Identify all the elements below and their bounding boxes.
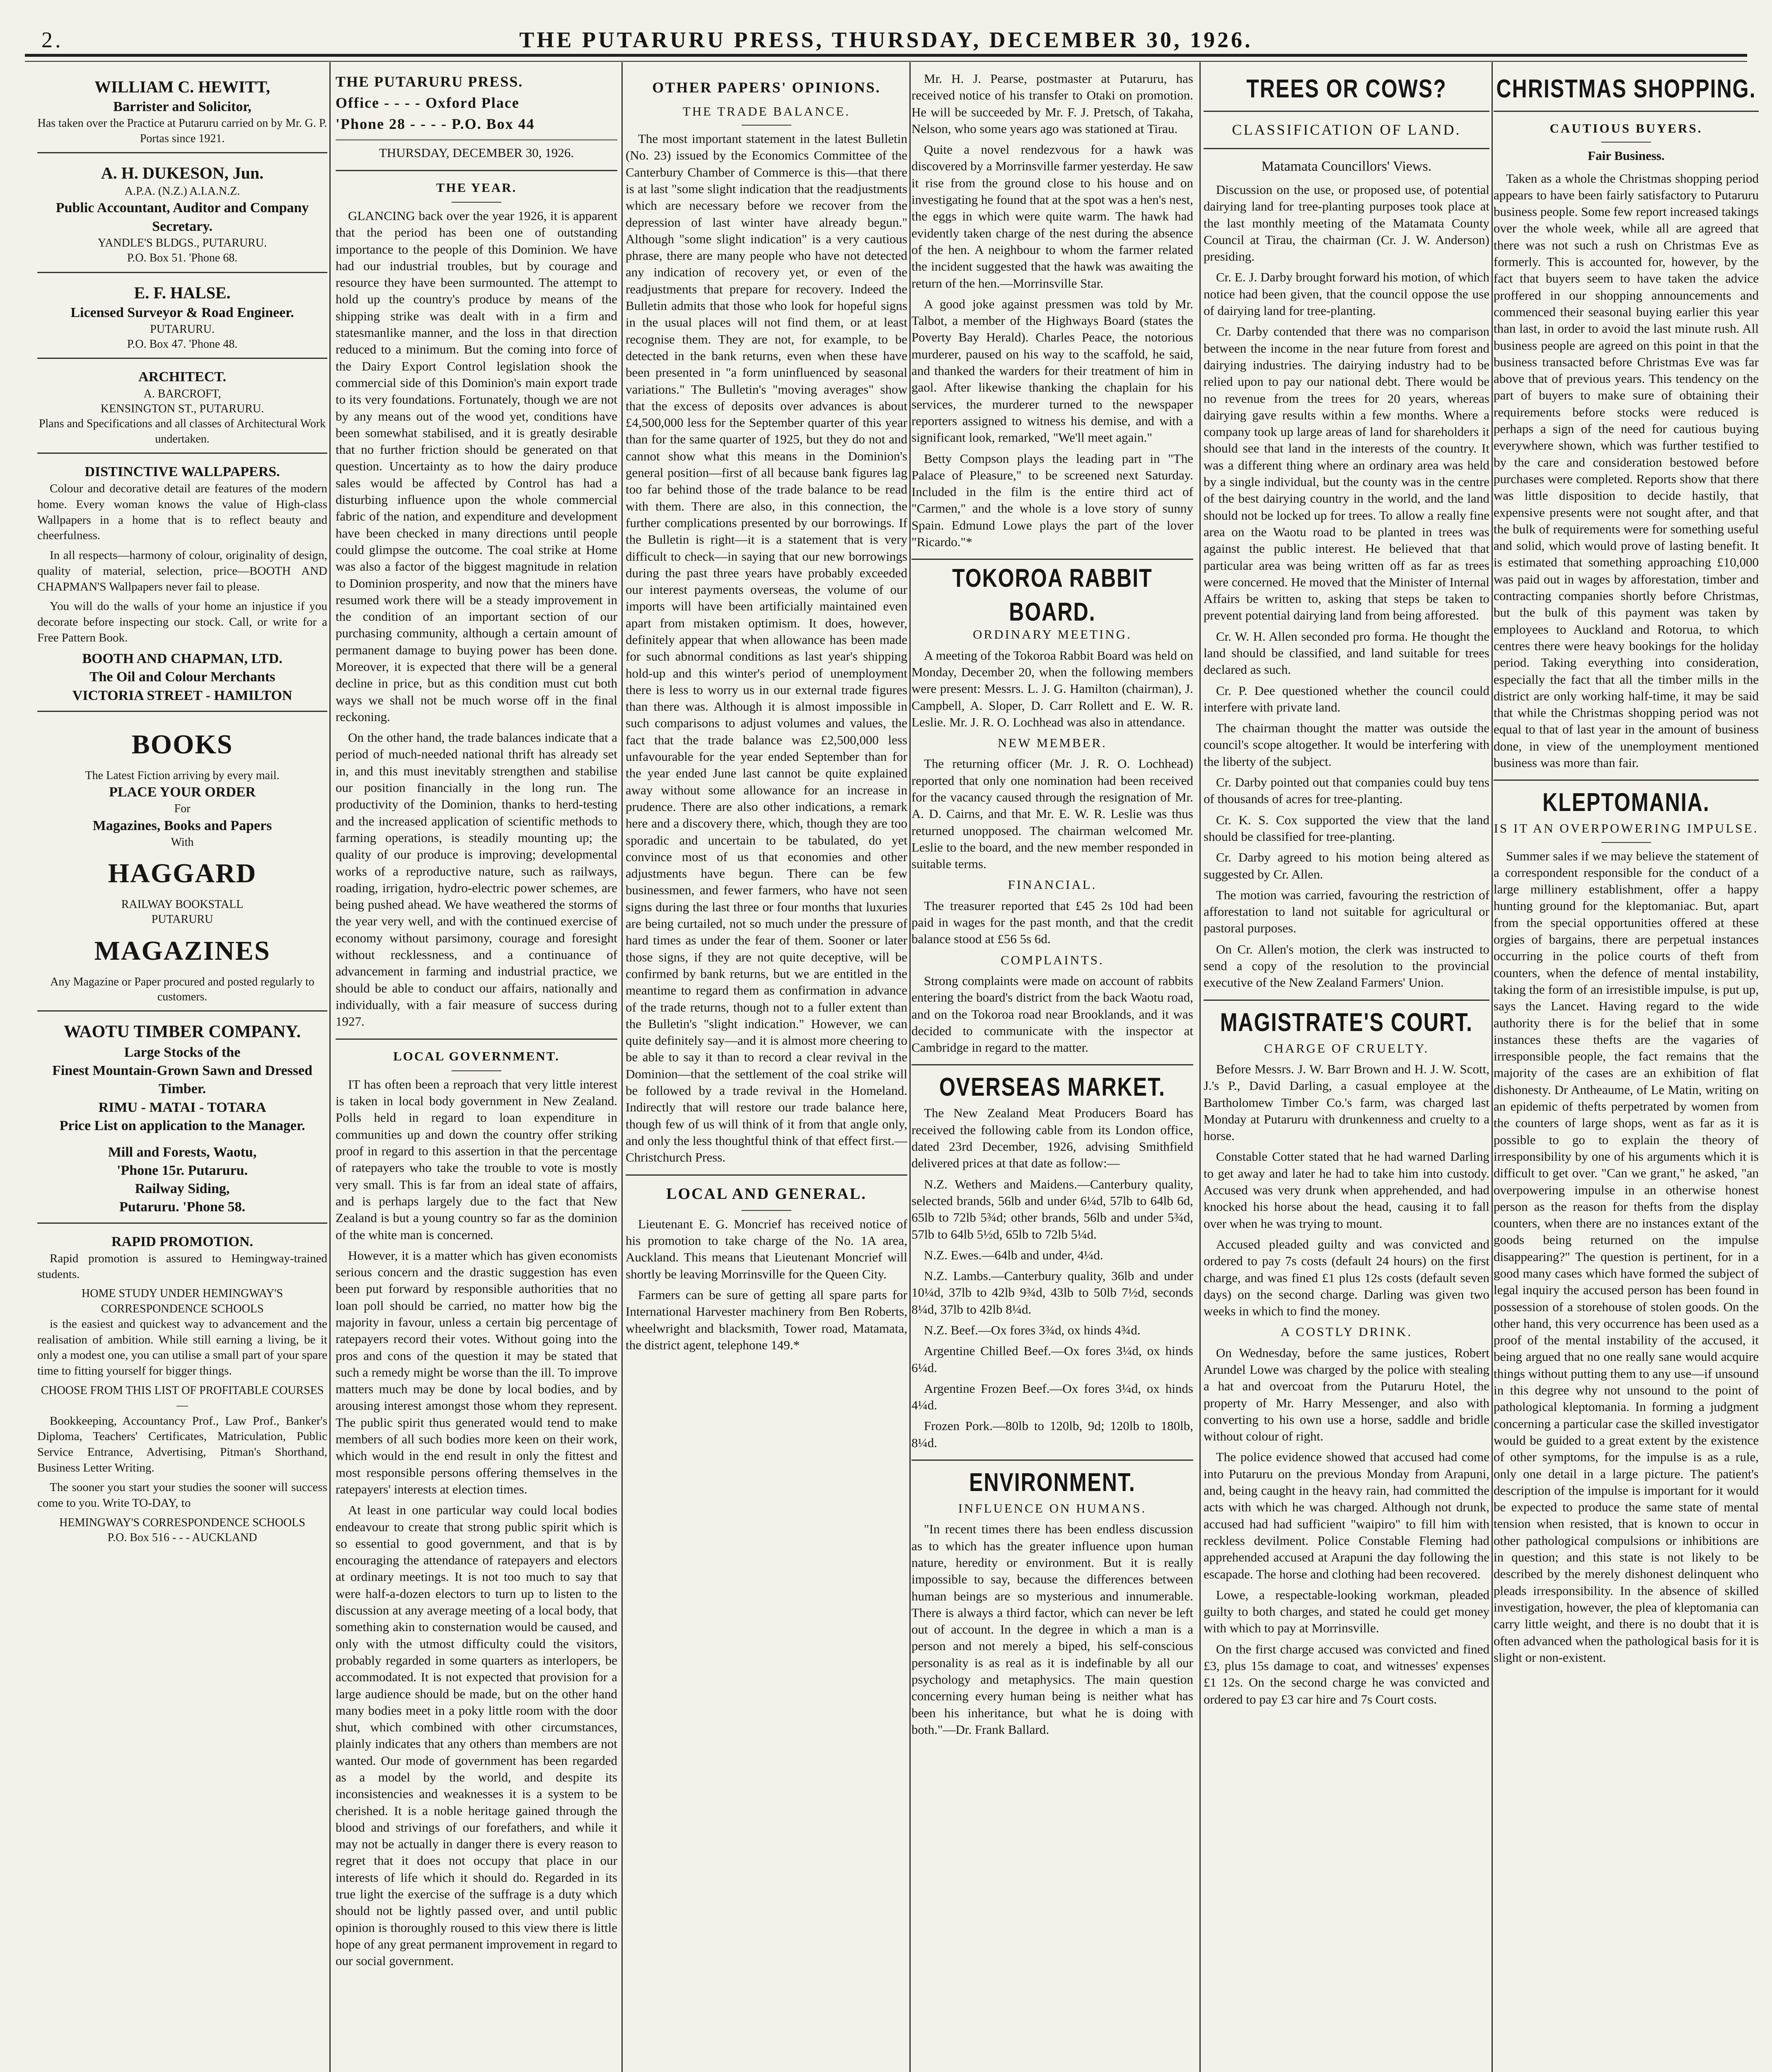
divider xyxy=(626,1174,907,1176)
article-paragraph: The motion was carried, favouring the restriction of afforestation to land not suitable for agricultural or pastoral purposes. xyxy=(1204,887,1489,936)
ad-paragraph: The sooner you start your studies the sooner will success come to you. Write TO-DAY, to xyxy=(37,1481,327,1510)
article-paragraph: Cr. W. H. Allen seconded pro forma. He thought the land should be classified, and land suitable for trees declared as such. xyxy=(1204,629,1489,677)
ad-firm-address: VICTORIA STREET - HAMILTON xyxy=(72,687,293,703)
ad-title: Licensed Surveyor & Road Engineer. xyxy=(70,305,294,320)
ad-books xyxy=(37,715,327,1012)
article-paragraph: Discussion on the use, or proposed use, of potential dairying land for tree-planting purposes took place at the last monthly meeting of the Matamata County Council at Tirau, the chairman (Cr. J. W. Anderson) presiding. xyxy=(1204,182,1489,264)
article-paragraph: N.Z. Ewes.—64lb and under, 4¼d. xyxy=(924,1247,1103,1262)
article-paragraph: The New Zealand Meat Producers Board has received the following cable from its London office, dated 23rd December, 1926, advising Smithfield delivered prices at that date as follow:— xyxy=(911,1106,1193,1171)
divider xyxy=(742,125,791,126)
divider xyxy=(742,1210,791,1211)
divider xyxy=(452,202,501,203)
ad-line: PLACE YOUR ORDER xyxy=(109,784,256,800)
ad-line: 'Phone 15r. Putaruru. xyxy=(116,1163,248,1179)
article-paragraph: Argentine Chilled Beef.—Ox fores 3¼d, ox hinds 6¼d. xyxy=(911,1343,1193,1375)
column-divider xyxy=(909,62,911,2072)
ad-line: Railway Siding, xyxy=(135,1181,230,1197)
paper-info-box xyxy=(336,72,617,140)
paper-name: THE PUTARURU PRESS. xyxy=(336,73,523,90)
dateline: THURSDAY, DECEMBER 30, 1926. xyxy=(379,145,574,160)
divider xyxy=(911,1064,1193,1065)
article-paragraph: GLANCING back over the year 1926, it is apparent that the period has been one of outstanding importance to the people of this Dominion. We have had our industrial troubles, but by courage and resource they have been surmounted. The attempt to hold up the country's produce by means of the shipping strike was dealt with in a firm and statesmanlike manner, and the loss in that direction reduced to a minimum. But the coming into force of the Dairy Export Control legislation shook the commercial side of this Dominion's main export trade to its very foundations. Fortunately, though we are not by any means out of the wood yet, conditions have been somewhat stabilised, and it is greatly desirable that no further friction should be generated on that question. Uncertainty as to how the dairy produce sales would be affected by Control has had a disturbing influence upon the whole commercial fabric of the nation, and expenditure and development have been checked in many directions until people could glimpse the outcome. The coal strike at Home was also a factor of the biggest magnitude in relation to Dominion prosperity, and now that the miners have resumed work there will be a steady improvement in the condition of an important section of our purchasing community, although a certain amount of permanent damage to buying power has been done. Moreover, it is expected that there will be a general decline in price, but as this condition must cut both ways we shall not be much worse off in the final reckoning. xyxy=(336,208,617,724)
ad-line: The Latest Fiction arriving by every mail. xyxy=(85,769,280,782)
article-heading: ENVIRONMENT. xyxy=(969,1467,1136,1497)
ad-paragraph: You will do the walls of your home an injustice if you decorate before inspecting our stock. Call, or write for a Free Pattern Book. xyxy=(37,600,327,644)
ad-waotu xyxy=(37,1015,327,1223)
ad-address: KENSINGTON ST., PUTARURU. xyxy=(100,402,264,416)
ad-line: P.O. Box 516 - - - AUCKLAND xyxy=(107,1531,257,1544)
divider xyxy=(1204,111,1489,112)
article-paragraph: Argentine Frozen Beef.—Ox fores 3¼d, ox hinds 4¼d. xyxy=(911,1381,1193,1413)
article-paragraph: N.Z. Lambs.—Canterbury quality, 36lb and under 10¼d, 37lb to 42lb 9¾d, 43lb to 50lb 7½d, seconds 8¼d, 37lb to 42lb 8¼d. xyxy=(911,1268,1193,1317)
ad-dukeson xyxy=(37,157,327,273)
column-divider xyxy=(621,62,623,2072)
ad-name: A. BARCROFT, xyxy=(143,387,221,400)
article-heading: MAGISTRATE'S COURT. xyxy=(1220,1007,1473,1037)
article-subheading: A COSTLY DRINK. xyxy=(1280,1324,1413,1339)
ad-town: PUTARURU. xyxy=(150,322,215,336)
article-paragraph: Cr. Darby pointed out that companies could buy tens of thousands of acres for tree-planting. xyxy=(1204,775,1489,806)
ad-address: YANDLE'S BLDGS., PUTARURU. xyxy=(97,236,267,249)
article-paragraph: Accused pleaded guilty and was convicted and ordered to pay 7s costs (default 24 hours) on the first charge, and was fined £1 plus 12s costs (default seven days) on the second charge. Darling was given two weeks in which to find the money. xyxy=(1204,1237,1489,1319)
ad-line: With xyxy=(171,835,194,849)
ad-line: HOME STUDY UNDER HEMINGWAY'S CORRESPONDENCE SCHOOLS xyxy=(82,1287,283,1315)
article-subheading: THE TRADE BALANCE. xyxy=(682,104,851,119)
page-title: THE PUTARURU PRESS, THURSDAY, DECEMBER 30, 1926. xyxy=(519,27,1253,52)
ad-heading: RAPID PROMOTION. xyxy=(111,1234,253,1249)
article-subheading: Fair Business. xyxy=(1588,148,1665,163)
divider xyxy=(1494,111,1759,112)
article-subheading: COMPLAINTS. xyxy=(1001,952,1104,967)
ad-name: E. F. HALSE. xyxy=(134,283,231,302)
ad-name: WILLIAM C. HEWITT, xyxy=(94,77,270,96)
ad-haggard: HAGGARD xyxy=(108,858,257,889)
ad-firm-desc: The Oil and Colour Merchants xyxy=(89,669,276,685)
article-paragraph: Betty Compson plays the leading part in "The Palace of Pleasure," to be screened next Saturday. Included in the film is the entire third act of "Carmen," and the whole is a love story of sunny Spain. Edmund Lowe plays the part of the lover "Ricardo."* xyxy=(911,451,1193,549)
article-subheading: CHARGE OF CRUELTY. xyxy=(1264,1041,1429,1055)
article-paragraph: Cr. P. Dee questioned whether the council could interfere with private land. xyxy=(1204,683,1489,714)
article-paragraph: On Wednesday, before the same justices, Robert Arundel Lowe was charged by the police with stealing a hat and overcoat from the Putaruru Hotel, the property of Mr. Harry Messenger, and also with converting to his own use a horse, saddle and bridle without colour of right. xyxy=(1204,1345,1489,1444)
ad-title: Barrister and Solicitor, xyxy=(113,99,251,114)
article-subheading: CLASSIFICATION OF LAND. xyxy=(1232,121,1461,138)
ad-paragraph: Colour and decorative detail are features of the modern home. Every woman knows the value of High-class Wallpapers in a home that is to reflect beauty and cheerfulness. xyxy=(37,482,327,542)
ad-firm: BOOTH AND CHAPMAN, LTD. xyxy=(82,651,283,667)
ad-heading: ARCHITECT. xyxy=(138,369,226,385)
article-paragraph: A good joke against pressmen was told by Mr. Talbot, a member of the Highways Board (states the Poverty Bay Herald). Charles Peace, the notorious murderer, paused on his way to the scaffold, he said, and thanked the warders for their treatment of him in gaol. After likewise thanking the chaplain for his services, the murderer turned to the newspaper reporters assigned to witness his demise, and with a significant look, remarked, "We'll meet again." xyxy=(911,296,1193,445)
article-subheading: IS IT AN OVERPOWERING IMPULSE. xyxy=(1494,821,1759,836)
masthead xyxy=(25,23,1747,52)
article-paragraph: The treasurer reported that £45 2s 10d had been paid in wages for the past month, and that the credit balance stood at £56 5s 6d. xyxy=(911,898,1193,946)
ad-line: RIMU - MATAI - TOTARA xyxy=(98,1099,266,1115)
article-heading: TOKOROA RABBIT BOARD. xyxy=(952,564,1153,627)
column-news xyxy=(911,70,1193,2072)
ad-line: Any Magazine or Paper procured and posted regularly to customers. xyxy=(50,975,314,1003)
column-features xyxy=(1494,70,1759,2072)
ad-line: Finest Mountain-Grown Sawn and Dressed Timber. xyxy=(52,1063,312,1097)
divider xyxy=(336,170,617,171)
article-heading: THE YEAR. xyxy=(436,180,517,195)
article-paragraph: Cr. Darby contended that there was no comparison between the income in the near future from forest and dairying industries. The dairying industry had to be relied upon to pay our national debt. There would be no revenue from the trees for 20 years, whereas dairying gave results within a few months. Where a company took up large areas of land for shareholders it should see that land in the interests of the country. It was a different thing where an ordinary area was held by a single individual, but the county was in the centre of the best dairying country in the world, and the land should not be locked up for trees. To allow a really fine area on the Waotu road to be planted in trees was against the public interest. He believed that that particular area was being written off as far as trees were concerned. He moved that the Minister of Internal Affairs be written to, asking that steps be taken to prevent potential dairying land from being afforested. xyxy=(1204,324,1489,623)
article-paragraph: At least in one particular way could local bodies endeavour to create that strong public spirit which is so essential to good government, and that is by encouraging the attendance of ratepayers and electors at ordinary meetings. It is not too much to say that were half-a-dozen electors to turn up to listen to the discussion at any average meeting of a local body, that something akin to consternation would be caused, and only with the utmost difficulty could the visitors, probably regarded in some quarters as interlopers, be accommodated. It is not expected that provision for a large audience should be made, but on the other hand many bodies meet in a poky little room with the door shut, which combined with other circumstances, plainly indicates that any others than members are not wanted. Our mode of government has been regarded as a model by the world, and despite its inconsistencies and weaknesses it is a system to be cherished. It is a noble heritage gained through the blood and strivings of our forefathers, and while it may not be actually in danger there is every reason to regret that it does not occupy that place in our interests of life which it should do. Regarded in its true light the exercise of the suffrage is a duty which should not be lightly passed over, and until public opinion is thoroughly roused to this view there is little hope of any great permanent improvement in regard to our social government. xyxy=(336,1503,617,1968)
article-subheading: ORDINARY MEETING. xyxy=(973,627,1132,642)
divider xyxy=(1601,142,1651,143)
article-heading: TREES OR COWS? xyxy=(1246,74,1447,103)
divider xyxy=(911,559,1193,560)
ad-line: For xyxy=(174,802,191,816)
article-paragraph: On the other hand, the trade balances indicate that a period of much-needed national thrift has already set in, and this must inevitably strengthen and stabilise our position financially in the long run. The productivity of the Dominion, thanks to herd-testing and the increased application of scientific methods to farming operations, is steadily mounting up; the quality of our produce is improving; developmental works of a reproductive nature, such as railways, roading, irrigation, hydro-electric power schemes, are being pushed ahead. We have weathered the storms of the year very well, and with the continued exercise of economy without parsimony, courage and foresight without recklessness, and a continuance of advancement in farming and industrial practice, we should be able to conduct our affairs, nationally and individually, with a fair measure of success during 1927. xyxy=(336,730,617,1029)
ad-halse xyxy=(37,276,327,359)
ad-paragraph: Bookkeeping, Accountancy Prof., Law Prof., Banker's Diploma, Teachers' Certificates, Matriculation, Public Service Entrance, Advertising, Pitman's Shorthand, Business Letter Writing. xyxy=(37,1414,327,1474)
divider xyxy=(1494,779,1759,781)
article-paragraph: Frozen Pork.—80lb to 120lb, 9d; 120lb to 180lb, 8¼d. xyxy=(911,1418,1193,1450)
article-heading: KLEPTOMANIA. xyxy=(1542,788,1710,817)
article-heading: LOCAL GOVERNMENT. xyxy=(393,1048,560,1063)
article-paragraph: N.Z. Wethers and Maidens.—Canterbury quality, selected brands, 56lb and under 6¼d, 57lb to 64lb 6d, 65lb to 72lb 5¾d; other brands, 56lb and under 5¾d, 57lb to 64lb 5½d, 65lb to 72lb 5¼d. xyxy=(911,1176,1193,1242)
divider xyxy=(1204,1000,1489,1001)
article-paragraph: On Cr. Allen's motion, the clerk was instructed to send a copy of the resolution to the provincial executive of the New Zealand Farmers' Union. xyxy=(1204,942,1489,990)
ad-line: Mill and Forests, Waotu, xyxy=(108,1144,257,1160)
ad-line: Magazines, Books and Papers xyxy=(92,818,272,833)
ad-architect xyxy=(37,362,327,454)
ad-quals: A.P.A. (N.Z.) A.I.A.N.Z. xyxy=(124,184,240,198)
ad-title: Public Accountant, Auditor and Company Secretary. xyxy=(56,200,309,234)
ad-heading: WAOTU TIMBER COMPANY. xyxy=(63,1022,301,1042)
article-paragraph: Taken as a whole the Christmas shopping period appears to have been fairly satisfactory to Putaruru business people. Some few report increased takings over the whole week, while all are agreed that there was not such a rush on Christmas Eve as formerly. This is accounted for, however, by the fact that buyers seem to have taken the advice proffered in our shopping announcements and commenced their seasonal buying earlier this year than last, in order to avoid the last minute rush. All business people are agreed on this point in that the business transacted before Christmas Eve was far above that of previous years. This tendency on the part of buyers to make sure of obtaining their requirements before stocks were reduced is perhaps a sign of the need for cautious buying everywhere shown, which was further testified to by the care and consideration bestowed before purchases were completed. Reports show that there was little disposition to decide hastily, that expensive presents were not sought after, and that the bulk of requirements were for something useful and solid, which would prove of lasting benefit. It is estimated that something approaching £10,000 was paid out in wages by afforestation, timber and contracting companies shortly before Christmas, but the bulk of this payment was taken by employees to Auckland and Rotorua, to which centres there were heavy bookings for the holiday period. Taking everything into consideration, especially the fact that all the timber mills in the district are only working half-time, it may be said that while the Christmas shopping period was not equal to that of last year in the amount of business done, in view of the unemployment mentioned business was more than fair. xyxy=(1494,171,1759,770)
article-subheading: NEW MEMBER. xyxy=(998,736,1107,750)
ad-paragraph: Rapid promotion is assured to Hemingway-trained students. xyxy=(37,1251,327,1281)
column-editorial xyxy=(336,70,617,2072)
column-advertisements xyxy=(37,70,327,2072)
divider xyxy=(911,1460,1193,1461)
ad-line: Putaruru. 'Phone 58. xyxy=(119,1199,246,1215)
masthead-rule xyxy=(25,54,1747,62)
divider xyxy=(452,1070,501,1071)
ad-heading: DISTINCTIVE WALLPAPERS. xyxy=(85,464,280,480)
article-paragraph: Quite a novel rendezvous for a hawk was discovered by a Morrinsville farmer yesterday. He saw it rise from the ground close to his house and on investigating he found that at the spot was a hen's nest, the eggs in which were quite warm. The hawk had evidently taken charge of the nest during the absence of the hen. A neighbour to whom the farmer related the incident suggested that the hawk was awaiting the return of the hen.—Morrinsville Star. xyxy=(911,142,1193,290)
ad-promotion xyxy=(37,1227,327,1552)
column-divider xyxy=(329,62,331,2072)
ad-paragraph: is the easiest and quickest way to advancement and the realisation of ambition. While still earning a living, be it only a modest one, you can utilise a small part of your spare time to fitting yourself for bigger things. xyxy=(37,1317,327,1378)
article-paragraph: The chairman thought the matter was outside the council's scope altogether. It would be interfering with the liberty of the subject. xyxy=(1204,721,1489,769)
ad-paragraph: In all respects—harmony of colour, originality of design, quality of material, selection, price—BOOTH AND CHAPMAN'S Wallpapers never fail to please. xyxy=(37,549,327,593)
article-paragraph: Mr. H. J. Pearse, postmaster at Putaruru, has received notice of his transfer to Otaki on promotion. He will be succeeded by Mr. F. J. Pretsch, of Takaha, Nelson, who some years ago was stationed at Tirau. xyxy=(911,71,1193,136)
article-paragraph: Cr. K. S. Cox supported the view that the land should be classified for tree-planting. xyxy=(1204,812,1489,844)
article-paragraph: On the first charge accused was convicted and fined £3, plus 15s damage to coat, and witnesses' expenses £1 12s. On the second charge he was convicted and ordered to pay £3 car hire and 7s Court costs. xyxy=(1204,1641,1489,1706)
article-paragraph: However, it is a matter which has given economists serious concern and the drastic suggestion has even been put forward by responsible authorities that no loan poll should be carried, no matter how big the majority in favour, unless a certain big percentage of ratepayers record their votes. Without going into the pros and cons of the question it may be stated that such a remedy might be worse than the ill. To improve matters much may be done by local bodies, and by arousing interest amongst those whom they represent. The public spirit thus generated would tend to make members of all such bodies more keen on their work, which would in the end result in only the fittest and most responsible persons offering themselves in the ratepayers' interests at election times. xyxy=(336,1248,617,1496)
ad-line: Large Stocks of the xyxy=(124,1044,241,1060)
ad-body: Plans and Specifications and all classes of Architectural Work undertaken. xyxy=(39,417,326,445)
divider xyxy=(1204,148,1489,149)
column-opinions xyxy=(626,70,907,2072)
column-divider xyxy=(1492,62,1493,2072)
article-paragraph: Lieutenant E. G. Moncrief has received notice of his promotion to take charge of the No. 1A area, Auckland. This means that Lieutenant Moncrief will shortly be leaving Morrinsville for the Queen City. xyxy=(626,1216,907,1281)
column-divider xyxy=(1199,62,1201,2072)
page-number: 2. xyxy=(41,27,63,52)
article-subheading: INFLUENCE ON HUMANS. xyxy=(958,1501,1147,1516)
article-heading: LOCAL AND GENERAL. xyxy=(666,1185,867,1203)
paper-office: Office - - - - Oxford Place xyxy=(336,94,520,111)
article-subheading: FINANCIAL. xyxy=(1008,877,1097,892)
divider xyxy=(1601,842,1651,843)
article-subheading: Matamata Councillors' Views. xyxy=(1261,158,1432,174)
ad-wallpapers xyxy=(37,457,327,712)
article-heading: OVERSEAS MARKET. xyxy=(939,1072,1165,1102)
ad-line: CHOOSE FROM THIS LIST OF PROFITABLE COURSES— xyxy=(41,1384,324,1412)
ad-contact: P.O. Box 47. 'Phone 48. xyxy=(127,338,238,351)
ad-hewitt xyxy=(37,70,327,153)
article-paragraph: Cr. Darby agreed to his motion being altered as suggested by Cr. Allen. xyxy=(1204,850,1489,881)
ad-name: A. H. DUKESON, Jun. xyxy=(101,163,264,182)
article-paragraph: IT has often been a reproach that very little interest is taken in local body government in New Zealand. Polls held in regard to loan expenditure in communities up and down the country offer striking proof in regard to this assertion in that the percentage of ratepayers who take the trouble to vote is mostly very small. This is far from an ideal state of affairs, and is perhaps largely due to the fact that New Zealand is but a young country so far as the dominion of the white man is concerned. xyxy=(336,1077,617,1242)
article-paragraph: "In recent times there has been endless discussion as to which has the greater influence upon human nature, heredity or environment. But it is really impossible to say, because the differences between human beings are so mysterious and innumerable. There is always a third factor, which can never be left out of account. In the degree in which a man is a person and not merely a biped, his self-conscious personality is as real as it is indefinable by all our psychology and metaphysics. The main question concerning every human being is neither what has been his inheritance, but what he is doing with both."—Dr. Frank Ballard. xyxy=(911,1522,1193,1737)
article-paragraph: Cr. E. J. Darby brought forward his motion, of which notice had been given, that the council oppose the use of dairying land for tree-planting. xyxy=(1204,270,1489,318)
article-paragraph: Summer sales if we may believe the statement of a correspondent responsible for the conduct of a large millinery establishment, offer a happy hunting ground for the kleptomaniac. But, apart from the special opportunities offered at these orgies of bargains, there are perpetual instances occurring in the police courts of theft from counters, when the defence of mental instability, taking the form of an irresistible impulse, is put up, says the Lancet. Having regard to the wide authority there is for the belief that in some instances these thefts are the vagaries of irresponsible people, the fact remains that the majority of the cases are an exhibition of flat dishonesty. Dr Antheaume, of Le Matin, writing on an epidemic of thefts perpetrated by women from the counters of large shops, went as far as it is possible to go to explain the theory of irresponsibility by one of his arguments which it is difficult to get over. "Can we grant," he asked, "an overpowering impulse in an otherwise honest person as the reason for thefts from the display counters, when there are no instances extant of the goods being returned on the impulse disappearing?" The question is pertinent, for in a good many cases which have formed the subject of legal inquiry the accused person has been found in possession of a storehouse of stolen goods. On the other hand, this very occurrence has been used as a proof of the mental instability of the accused, it being argued that no one really sane would acquire things without putting them to any use—if unsound in this degree why not unsound to the point of pathological kleptomania. In forming a judgment concerning a particular case the skilled investigator would be guided to a great extent by the existence of other symptoms, for the impulse is as a rule, only one detail in a large picture. The patient's description of the impulse is important for it would be expected to produce the same state of mental tension when resisted, that is known to occur in other pathological compulsions or inhibitions are in question; and this state is not likely to be described by the merely dishonest delinquent who pleads irresponsibility. In the absence of skilled investigation, however, the plea of kleptomania can carry little weight, and there is no doubt that it is often advanced when the pathological basis for it is slight or non-existent. xyxy=(1494,848,1759,1665)
article-paragraph: Constable Cotter stated that he had warned Darling to get away and later he had to take him into custody. Accused was very drunk when apprehended, and had knocked his horse about the head, causing it to fall over when he was trying to mount. xyxy=(1204,1149,1489,1231)
ad-body: Has taken over the Practice at Putaruru carried on by Mr. G. P. Portas since 1921. xyxy=(37,117,327,145)
article-paragraph: Strong complaints were made on account of rabbits entering the board's district from the back Waotu road, and on the Tokoroa road near Brooklands, and it was decided to communicate with the inspector at Cambridge in regard to the matter. xyxy=(911,973,1193,1055)
article-paragraph: Before Messrs. J. W. Barr Brown and H. J. W. Scott, J.'s P., David Darling, a casual employee at the Bartholomew Timber Co.'s farm, was charged last Monday at Putaruru with drunkenness and cruelty to a horse. xyxy=(1204,1061,1489,1143)
article-paragraph: The police evidence showed that accused had come into Putaruru on the previous Monday from Arapuni, and, being caught in the heavy rain, had committed the acts with which he was charged. Although not drunk, accused had had sufficient "waipiro" to fill him with reckless devilment. Police Constable Fleming had apprehended accused at Arapuni the day following the escapade. The horse and clothing had been recovered. xyxy=(1204,1450,1489,1581)
ad-line: RAILWAY BOOKSTALL xyxy=(121,898,244,911)
column-council-court xyxy=(1204,70,1489,2072)
article-heading: CHRISTMAS SHOPPING. xyxy=(1496,74,1756,103)
article-heading: OTHER PAPERS' OPINIONS. xyxy=(652,79,881,96)
ad-magazines: MAGAZINES xyxy=(94,935,271,966)
divider xyxy=(336,1038,617,1040)
ad-line: Price List on application to the Manager. xyxy=(59,1118,305,1133)
article-paragraph: The most important statement in the latest Bulletin (No. 23) issued by the Economics Committee of the Canterbury Chamber of Commerce is this—that there is at last "some slight indication that the readjustments which are necessary before we recover from the depression of last winter have already begun." Although "some slight indication" is a very cautious phrase, there are many people who have not detected any indication of recovery yet, or even of the readjustments that prepare for recovery. Indeed the Bulletin admits that those who look for hopeful signs in the usual places will not find them, or at least recognise them. They are not, for example, to be detected in the bank returns, even when these have been presented in "a form uninfluenced by seasonal variations." The Bulletin's "moving averages" show that the excess of deposits over advances is about £4,500,000 less for the September quarter of this year than for the same quarter of 1925, but they do not and cannot show what this means in the Dominion's general position—first of all because bank figures lag too far behind those of the trade balance to be read with them. There are also, in this connection, the further complications presented by our borrowings. If the Bulletin is right—it is a statement that is very difficult to check—in saying that our new borrowings during the past three years have probably exceeded our interest payments overseas, the volume of our imports will have been artificially maintained even apart from mistaken optimism. It does, however, definitely appear that when allowance has been made for such abnormal conditions as last year's shipping hold-up and this winter's period of unemployment there is less to worry us in our external trade figures than there was. Although it is almost impossible in such comparisons to adjust volumes and values, the fact that the trade balance was £2,500,000 less unfavourable for the year ended September than for the year ended June last cannot be quite explained away without some allowance for an increase in prudence. There are also other indications, a remark here and a discovery there, which, though they are too sporadic and uncertain to be tabulated, do yet convince most of us that economies and other adjustments have begun. There can be few businessmen, and fewer farmers, who have not seen signs during the last three or four months that luxuries are being curtailed, not so much under the pressure of hard times as under the fear of them. Sooner or later those signs, if they are not quite deceptive, will be confirmed by bank returns, but we are entitled in the meantime to regard them as confirmation in advance of the trade returns, though not to a fuller extent than the Bulletin's "slight indication." However, we can quite definitely say—and it is almost more cheering to be able to say it than to record a clear revival in the Dominion—that the settlement of the coal strike will be followed by a trade revival in the Homeland. Indirectly that will restore our trade balance here, though few of us will think of it from that angle only, and only the less thoughtful think of that effect first.—Christchurch Press. xyxy=(626,131,907,1165)
article-paragraph: Farmers can be sure of getting all spare parts for International Harvester machinery from Ben Roberts, wheelwright and blacksmith, Tower road, Matamata, the district agent, telephone 149.* xyxy=(626,1288,907,1352)
article-paragraph: A meeting of the Tokoroa Rabbit Board was held on Monday, December 20, when the following members were present: Messrs. L. J. G. Hamilton (chairman), J. Campbell, A. Sloper, D. Carr Rollett and E. W. R. Leslie. Mr. J. R. O. Lochhead was also in attendance. xyxy=(911,648,1193,729)
article-subheading: CAUTIOUS BUYERS. xyxy=(1550,121,1703,136)
ad-contact: P.O. Box 51. 'Phone 68. xyxy=(127,252,238,265)
paper-phone: 'Phone 28 - - - - P.O. Box 44 xyxy=(336,115,535,132)
article-paragraph: Lowe, a respectable-looking workman, pleaded guilty to both charges, and stated he could get money with which to pay at Morrinsville. xyxy=(1204,1587,1489,1636)
ad-line: PUTARURU xyxy=(151,913,213,926)
article-paragraph: The returning officer (Mr. J. R. O. Lochhead) reported that only one nomination had been received for the vacancy caused through the resignation of Mr. A. D. Cairns, and that Mr. E. W. R. Leslie was thus returned unopposed. The chairman welcomed Mr. Leslie to the board, and the new member responded in suitable terms. xyxy=(911,756,1193,871)
ad-heading: BOOKS xyxy=(131,729,233,760)
article-paragraph: N.Z. Beef.—Ox fores 3¾d, ox hinds 4¾d. xyxy=(924,1323,1141,1337)
ad-line: HEMINGWAY'S CORRESPONDENCE SCHOOLS xyxy=(59,1516,305,1529)
